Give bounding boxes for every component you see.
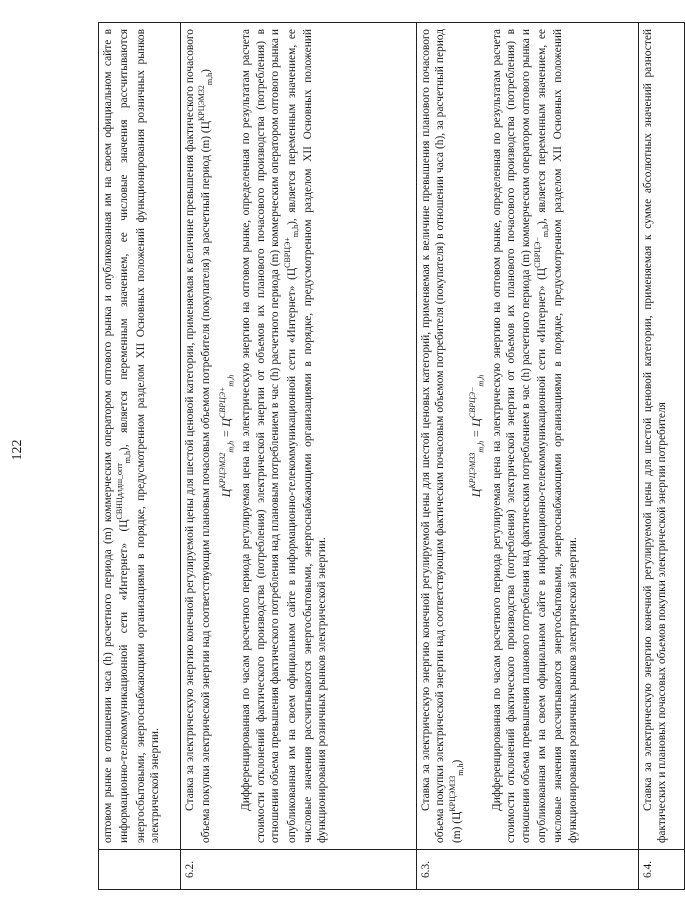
row-number: 6.3. (417, 850, 639, 890)
paragraph: оптовом рынке в отношении часа (h) расчетного периода (m) коммерческим оператором оптового рынка и опубликованная им на своем официальном сайте в информационно-телекоммуникационной сети «Интернет» $(Ц^{СВНЦдлдш\_опт}_{m,h})$, является переменным значением, ее числовые значения рассчитываются энергосбытовыми, энергоснабжающими организациями в порядке, предусмотренном разделом XII Основных положений функционирования розничных рынков электрической энергии. (102, 29, 162, 843)
row-text (181, 23, 417, 850)
paragraph: Дифференцированная по часам расчетного периода регулируемая цена на электрическую энергию на оптовом рынке, определенная по результатам расчета стоимости отклонений фактического производства (потребления) электрической энергии от объемов их планового почасового производства (потребления) в отношении объема превышения планового потребления над фактическим потреблением в час (h) расчетного периода (m) коммерческим оператором оптового рынка и опубликованная им на своем официальном сайте в информационно-телекоммуникационной сети «Интернет» $(Ц^{СВРЦЭ-}_{m,h})$, является переменным значением, ее числовые значения рассчитываются энергосбытовыми, энергоснабжающими организациями в порядке, предусмотренном разделом XII Основных положений функционирования розничных рынков электрической энергии. (490, 29, 579, 843)
table-row (181, 23, 417, 890)
formula: $Ц^{КРЦЭМ33}_{m,h} = Ц^{СВРЦЭ-}_{m,h}$ (468, 374, 486, 498)
row-text (417, 23, 639, 850)
row-number: 6.4. (639, 850, 685, 890)
paragraph: Ставка за электрическую энергию конечной регулируемой цены для шестой ценовой категории, применяемая к сумме абсолютных значений разностей фактических и плановых почасовых объемов покупки электрической энергии потребителя (642, 29, 669, 843)
paragraph: Ставка за электрическую энергию конечной регулируемой цены для шестой ценовых категорий, применяемая к величине превышения планового почасового объема покупки электрической энергии над соответствующим фактическим почасовым объемом потребителя (покупателя) в отношении часа (h), за расчетный период (m) $(Ц^{КРЦЭМ33}_{m,h})$ (420, 29, 466, 843)
formula: $Ц^{КРЦЭМ32}_{m,h} = Ц^{СВРЦЭ+}_{m,h}$ (217, 374, 236, 498)
page-number: 122 (10, 439, 25, 461)
row-text (639, 23, 685, 850)
paragraph: Ставка за электрическую энергию конечной регулируемой цены для шестой ценовой категории, применяемая к величине превышения фактического почасового объема покупки электрической энергии над соответствующим плановым почасовым объемом потребителя (покупателя) за расчетный период (m) $(Ц^{КРЦЭМ32}_{m,h})$ (184, 29, 215, 843)
tariff-table (98, 22, 685, 890)
row-text (99, 23, 181, 850)
table-row (417, 23, 639, 890)
table-row (99, 23, 181, 890)
row-number: 6.2. (181, 850, 417, 890)
paragraph: Дифференцированная по часам расчетного периода регулируемая цена на электрическую энергию на оптовом рынке, определенная по результатам расчета стоимости отклонений фактического производства (потребления) электрической энергии от объемов их планового почасового производства (потребления) в отношении объема превышения фактического потребления над плановым потреблением в час (h) расчетного периода (m) коммерческим оператором оптового рынка и опубликованная им на своем официальном сайте в информационно-телекоммуникационной сети «Интернет» $(Ц^{СВРЦЭ+}_{m,h})$, является переменным значением, ее числовые значения рассчитываются энергосбытовыми, энергоснабжающими организациями в порядке, предусмотренном разделом XII Основных положений функционирования розничных рынков электрической энергии. (240, 29, 329, 843)
row-number (99, 850, 181, 890)
table-row (639, 23, 685, 890)
